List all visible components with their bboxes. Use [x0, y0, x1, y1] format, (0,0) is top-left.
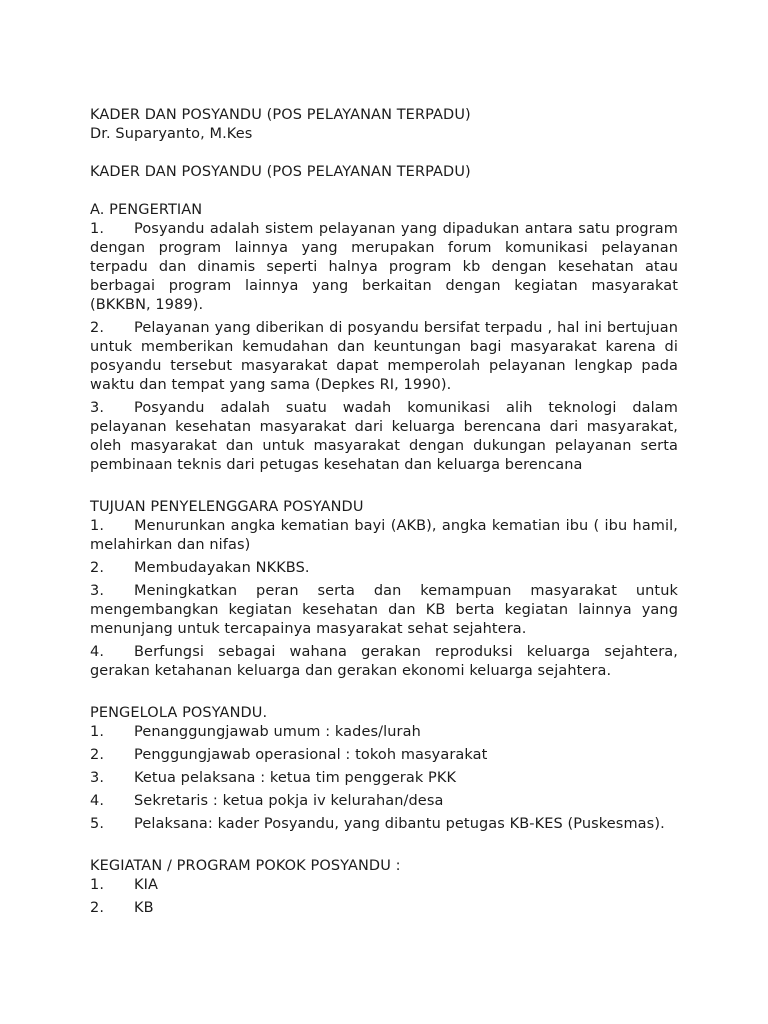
list-number: 4. — [90, 793, 105, 809]
list-item — [90, 746, 678, 765]
list-text: KB — [134, 900, 154, 916]
list-text: Meningkatkan peran serta dan kemampuan masyarakat untuk mengembangkan kegiatan kesehatan dan KB berta kegiatan lainnya yang menunjang untuk tercapainya masyarakat sehat sejahtera. — [90, 583, 678, 637]
list-text: KIA — [134, 877, 159, 893]
list-item — [90, 792, 678, 811]
list-item — [90, 399, 678, 475]
list-item — [90, 319, 678, 395]
list-number: 1. — [90, 724, 105, 740]
list-number: 4. — [90, 644, 105, 660]
list-number: 1. — [90, 877, 105, 893]
list-item — [90, 559, 678, 578]
list-item — [90, 643, 678, 681]
section-heading-pengertian: A. PENGERTIAN — [90, 202, 203, 218]
list-number: 3. — [90, 400, 105, 416]
document-title: KADER DAN POSYANDU (POS PELAYANAN TERPADU) — [90, 107, 471, 123]
list-item — [90, 582, 678, 639]
list-number: 5. — [90, 816, 105, 832]
section-heading-kegiatan: KEGIATAN / PROGRAM POKOK POSYANDU : — [90, 858, 401, 874]
list-number: 1. — [90, 221, 105, 237]
list-item — [90, 723, 678, 742]
list-number: 3. — [90, 583, 105, 599]
list-text: Penggungjawab operasional : tokoh masyarakat — [134, 747, 488, 763]
list-text: Pelaksana: kader Posyandu, yang dibantu petugas KB-KES (Puskesmas). — [134, 816, 665, 832]
list-text: Sekretaris : ketua pokja iv kelurahan/desa — [134, 793, 444, 809]
list-text: Penanggungjawab umum : kades/lurah — [134, 724, 421, 740]
list-item — [90, 899, 678, 918]
list-item — [90, 517, 678, 555]
document-page — [90, 106, 678, 922]
list-text: Menurunkan angka kematian bayi (AKB), angka kematian ibu ( ibu hamil, melahirkan dan nifas) — [90, 518, 678, 553]
list-text: Berfungsi sebagai wahana gerakan reproduksi keluarga sejahtera, gerakan ketahanan keluarga dan gerakan ekonomi keluarga sejahtera. — [90, 644, 678, 679]
list-text: Membudayakan NKKBS. — [134, 560, 310, 576]
list-text: Pelayanan yang diberikan di posyandu bersifat terpadu , hal ini bertujuan untuk memberikan kemudahan dan keuntungan bagi masyarakat karena di posyandu tersebut masyarakat dapat memperolah pelayanan lengkap pada waktu dan tempat yang sama (Depkes RI, 1990). — [90, 320, 678, 393]
list-item — [90, 815, 678, 834]
list-number: 2. — [90, 560, 105, 576]
section-heading-tujuan: TUJUAN PENYELENGGARA POSYANDU — [90, 499, 364, 515]
list-number: 2. — [90, 900, 105, 916]
list-text: Ketua pelaksana : ketua tim penggerak PKK — [134, 770, 457, 786]
document-author: Dr. Suparyanto, M.Kes — [90, 126, 253, 142]
list-number: 1. — [90, 518, 105, 534]
section-heading-pengelola: PENGELOLA POSYANDU. — [90, 705, 268, 721]
list-number: 3. — [90, 770, 105, 786]
list-text: Posyandu adalah sistem pelayanan yang dipadukan antara satu program dengan program lainnya yang merupakan forum komunikasi pelayanan terpadu dan dinamis seperti halnya program kb dengan kesehatan atau berbagai program lainnya yang berkaitan dengan kegiatan masyarakat (BKKBN, 1989). — [90, 221, 678, 313]
list-item — [90, 876, 678, 895]
list-item — [90, 769, 678, 788]
list-text: Posyandu adalah suatu wadah komunikasi alih teknologi dalam pelayanan kesehatan masyarakat dari keluarga berencana dari masyarakat, oleh masyarakat dan untuk masyarakat dengan dukungan pelayanan serta pembinaan teknis dari petugas kesehatan dan keluarga berencana — [90, 400, 678, 473]
list-number: 2. — [90, 320, 105, 336]
list-item — [90, 220, 678, 315]
list-number: 2. — [90, 747, 105, 763]
document-subtitle: KADER DAN POSYANDU (POS PELAYANAN TERPADU) — [90, 164, 471, 180]
